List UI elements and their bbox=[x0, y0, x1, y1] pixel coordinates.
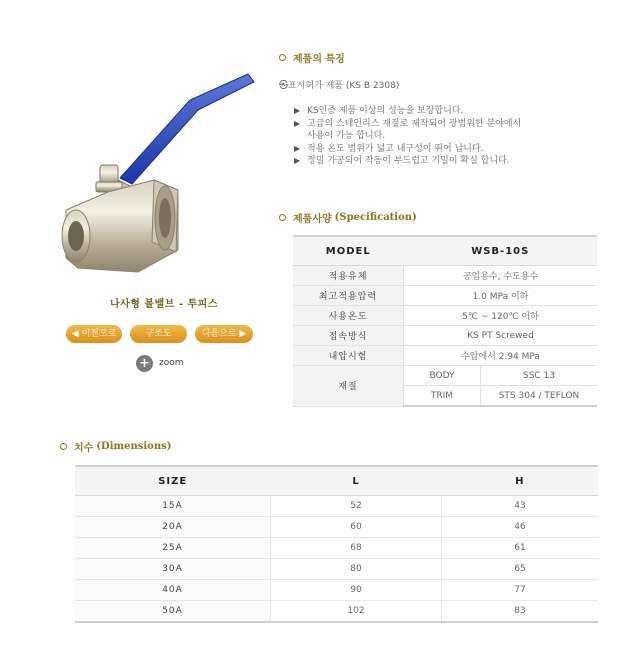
specification-table bbox=[293, 235, 597, 407]
l-cell: 60 bbox=[271, 517, 442, 538]
plus-icon: + bbox=[136, 355, 153, 372]
circle-bullet-icon bbox=[60, 443, 67, 450]
dimensions-table bbox=[75, 465, 598, 623]
dimensions-title-en: (Dimensions) bbox=[96, 441, 172, 452]
table-row bbox=[75, 538, 598, 559]
certification-text: ㉿표시허가 제품 (KS B 2308) bbox=[279, 81, 400, 91]
table-row bbox=[75, 496, 598, 517]
h-cell: 61 bbox=[442, 538, 599, 559]
size-cell: 15A bbox=[75, 496, 271, 517]
table-header-row bbox=[75, 466, 598, 496]
structure-diagram-button[interactable]: 구조도 bbox=[130, 325, 187, 343]
material-value: SSC 13 bbox=[481, 366, 598, 386]
size-cell: 40A bbox=[75, 580, 271, 601]
size-header: SIZE bbox=[75, 466, 271, 496]
h-cell: 83 bbox=[442, 601, 599, 623]
h-cell: 65 bbox=[442, 559, 599, 580]
h-cell: 77 bbox=[442, 580, 599, 601]
size-cell: 25A bbox=[75, 538, 271, 559]
model-value: WSB-10S bbox=[404, 236, 598, 266]
table-row bbox=[75, 601, 598, 623]
material-value: STS 304 / TEFLON bbox=[481, 386, 598, 407]
table-row bbox=[75, 517, 598, 538]
h-cell: 43 bbox=[442, 496, 599, 517]
l-cell: 68 bbox=[271, 538, 442, 559]
dimensions-title: 치수 bbox=[74, 443, 94, 454]
ball-valve-image bbox=[58, 60, 268, 282]
l-cell: 90 bbox=[271, 580, 442, 601]
product-name: 나사형 볼밸브 - 투피스 bbox=[109, 299, 219, 310]
spec-title-en: (Specification) bbox=[334, 212, 417, 223]
spec-title: 제품사양 bbox=[293, 214, 332, 225]
h-header: H bbox=[442, 466, 599, 496]
dimensions-heading bbox=[60, 439, 171, 454]
features-heading bbox=[279, 50, 345, 65]
table-row bbox=[293, 266, 597, 286]
spec-value: KS PT Screwed bbox=[404, 326, 598, 346]
spec-label: 사용온도 bbox=[293, 306, 404, 326]
table-header-row bbox=[293, 236, 597, 266]
table-row bbox=[293, 286, 597, 306]
table-row bbox=[75, 580, 598, 601]
table-row bbox=[293, 326, 597, 346]
l-cell: 102 bbox=[271, 601, 442, 623]
size-cell: 20A bbox=[75, 517, 271, 538]
zoom-label: zoom bbox=[159, 358, 184, 368]
table-row bbox=[293, 366, 597, 386]
spec-label: 최고적용압력 bbox=[293, 286, 404, 306]
h-cell: 46 bbox=[442, 517, 599, 538]
spec-value: 1.0 MPa 이하 bbox=[404, 286, 598, 306]
features-title: 제품의 특징 bbox=[293, 54, 345, 65]
list-item: 사용이 가능 합니다. bbox=[307, 131, 386, 141]
next-button[interactable]: 다음으로 ▶ bbox=[195, 325, 253, 343]
spec-heading bbox=[279, 210, 417, 225]
spec-label: 적용유체 bbox=[293, 266, 404, 286]
l-header: L bbox=[271, 466, 442, 496]
spec-value: 수압에서 2.94 MPa bbox=[404, 346, 598, 366]
spec-label: 내압시험 bbox=[293, 346, 404, 366]
list-item: ▶ 정밀 가공되어 작동이 부드럽고 기밀이 확실 합니다. bbox=[294, 156, 510, 166]
l-cell: 80 bbox=[271, 559, 442, 580]
spec-value: 5℃ ~ 120℃ 이하 bbox=[404, 306, 598, 326]
spec-label: 접속방식 bbox=[293, 326, 404, 346]
table-row bbox=[293, 346, 597, 366]
material-part: TRIM bbox=[404, 386, 481, 407]
spec-value: 공업용수, 수도용수 bbox=[404, 266, 598, 286]
list-item: ▶ KS인증 제품 이상의 성능을 보장합니다. bbox=[294, 106, 464, 116]
table-row bbox=[75, 559, 598, 580]
circle-bullet-icon bbox=[279, 214, 286, 221]
feature-list bbox=[294, 105, 624, 168]
circle-bullet-icon bbox=[279, 54, 286, 61]
list-item: ▶ 적용 온도 범위가 넓고 내구성이 뛰어 납니다. bbox=[294, 143, 484, 154]
material-part: BODY bbox=[404, 366, 481, 386]
previous-button[interactable]: ◀ 이전으로 bbox=[66, 325, 122, 343]
size-cell: 30A bbox=[75, 559, 271, 580]
zoom-button[interactable] bbox=[136, 354, 184, 372]
size-cell: 50A bbox=[75, 601, 271, 623]
triangle-bullet-icon: ▶ bbox=[294, 156, 301, 165]
triangle-bullet-icon: ▶ bbox=[294, 106, 301, 115]
material-label: 재질 bbox=[293, 366, 404, 407]
model-header: MODEL bbox=[293, 236, 404, 266]
l-cell: 52 bbox=[271, 496, 442, 517]
table-row bbox=[293, 306, 597, 326]
list-item: ▶ 고급의 스테인리스 재질로 제작되어 광범위한 분야에서 bbox=[294, 118, 522, 129]
triangle-bullet-icon: ▶ bbox=[294, 118, 301, 128]
triangle-bullet-icon: ▶ bbox=[294, 143, 301, 153]
